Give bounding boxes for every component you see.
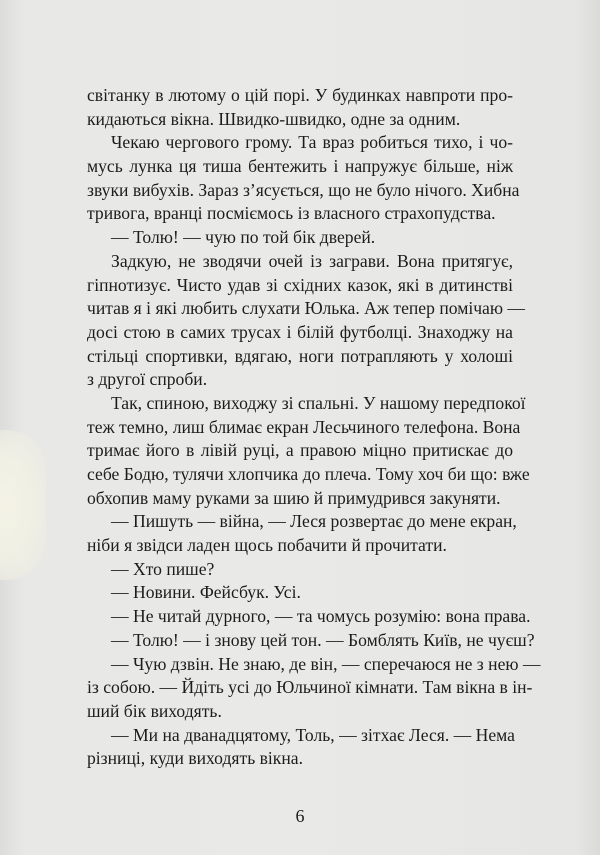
text-line: себе Бодю, тулячи хлопчика до плеча. Тому хоч би що: вже <box>87 464 530 484</box>
text-line: — Хто пише? <box>111 558 215 579</box>
text-line: стільці спортивки, вдягаю, ноги потрапляють у холоші <box>87 345 513 366</box>
text-line: Задкую, не зводячи очей із заграви. Вона притягує, <box>111 250 513 271</box>
page-number: 6 <box>295 806 305 826</box>
text-line: мусь лунка ця тиша бентежить і напружує більше, ніж <box>87 156 513 177</box>
text-line: — Толю! — чую по той бік дверей. <box>111 227 376 248</box>
text-line: — Толю! — і знову цей тон. — Бомблять Київ, не чуєш? <box>111 629 535 650</box>
body-text <box>87 84 541 771</box>
text-line: тримає його в лівій руці, а правою міцно притискає до <box>87 440 513 461</box>
page-stain <box>0 430 46 580</box>
text-line: досі стою в самих трусах і білій футболці. Знаходжу на <box>87 321 513 342</box>
text-line: — Не читай дурного, — та чомусь розумію: вона права. <box>111 606 531 627</box>
text-line: читав я і які любить слухати Юлька. Аж тепер помічаю — <box>87 298 526 319</box>
text-line: обхопив маму руками за шию й примудрився закуняти. <box>87 487 501 508</box>
text-line: ніби я звідси ладен щось побачити й прочитати. <box>87 535 447 556</box>
text-line: з другої спроби. <box>87 369 208 390</box>
text-line: тривога, вранці посміємось із власного страхопудства. <box>87 203 496 224</box>
text-line: Так, спиною, виходжу зі спальні. У нашому передпокої <box>111 392 526 413</box>
text-line: світанку в лютому о цій порі. У будинках навпроти про- <box>87 85 513 105</box>
text-line: із собою. — Йдіть усі до Юльчиної кімнати. Там вікна в ін- <box>87 677 533 698</box>
text-line: кидаються вікна. Швидко-швидко, одне за одним. <box>87 108 461 129</box>
text-line: гіпнотизує. Чисто удав зі східних казок, які в дитинстві <box>87 274 513 295</box>
text-line: Чекаю чергового грому. Та враз робиться тихо, і чо- <box>111 132 513 153</box>
text-line: звуки вибухів. Зараз з’ясується, що не було нічого. Хибна <box>87 179 520 200</box>
text-line: — Новини. Фейсбук. Усі. <box>111 582 301 603</box>
text-line: різниці, куди виходять вікна. <box>87 748 303 769</box>
text-line: ший бік виходять. <box>87 700 222 721</box>
text-line: — Ми на дванадцятому, Толь, — зітхає Леся. — Нема <box>111 724 515 745</box>
text-line: — Чую дзвін. Не знаю, де він, — сперечаюся не з нею — <box>111 653 541 674</box>
text-line: — Пишуть — війна, — Леся розвертає до мене екран, <box>111 511 517 532</box>
text-line: теж темно, лиш блимає екран Лесьчиного телефона. Вона <box>87 416 521 437</box>
